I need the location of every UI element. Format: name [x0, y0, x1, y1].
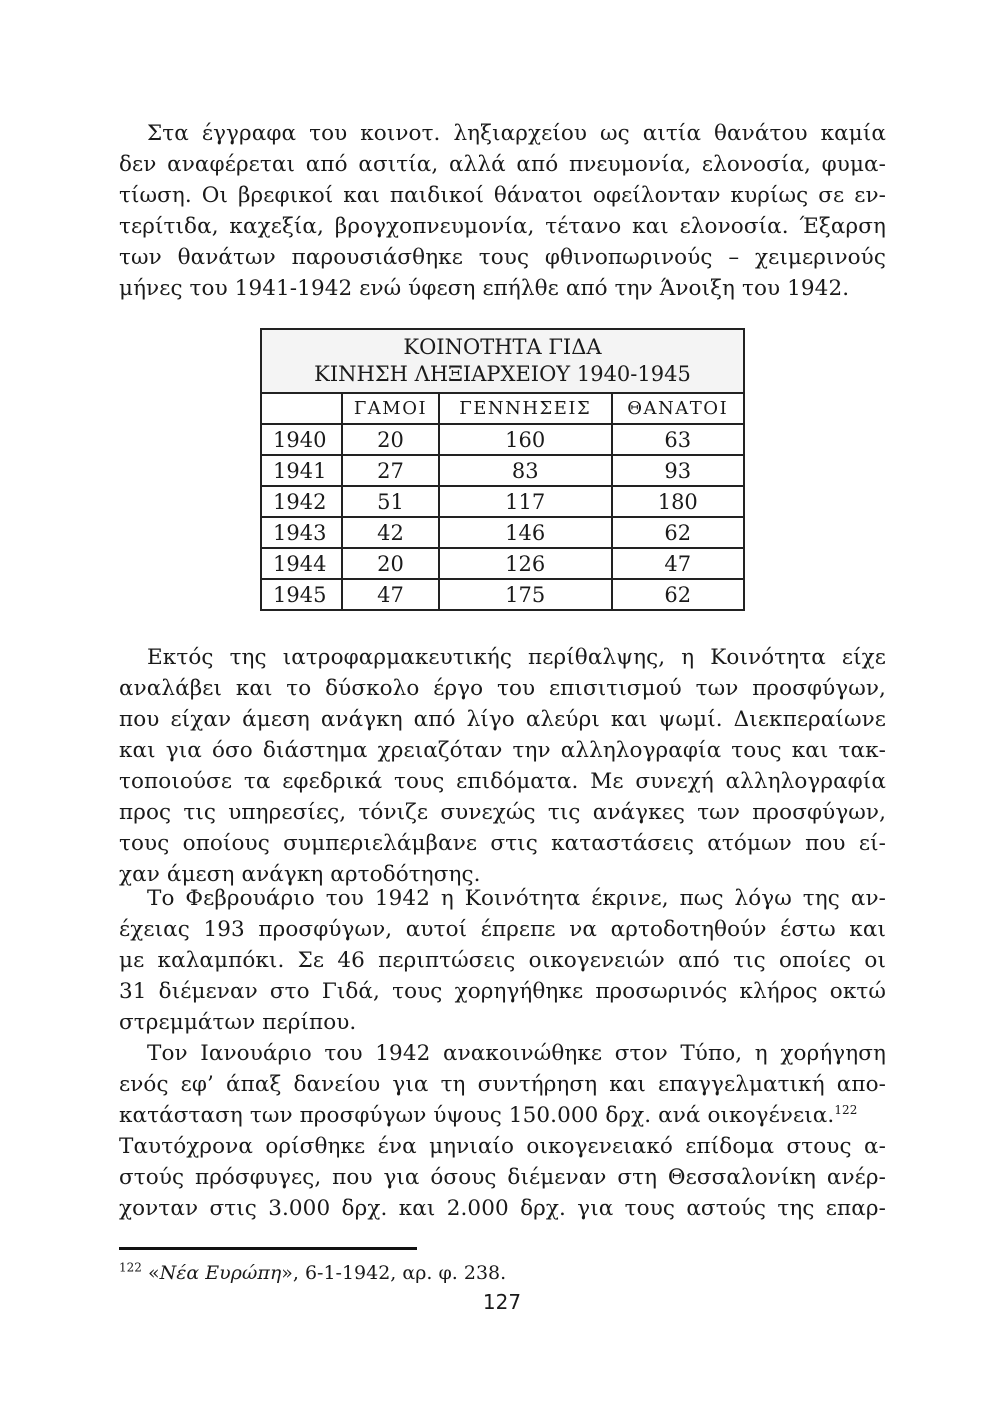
deaths-cell: 47: [612, 548, 745, 579]
text-line: αναλάβει και το δύσκολο έργο του επισιτισμού των προσφύγων,: [119, 676, 886, 701]
table-row: [261, 455, 744, 486]
text-line: χαν άμεση ανάγκη αρτοδότησης.: [119, 862, 481, 887]
paragraph-february-1942: [119, 883, 886, 1038]
text-line: 31 διέμεναν στο Γιδά, τους χορηγήθηκε προσωρινός κλήρος οκτώ: [119, 979, 886, 1004]
marriages-cell: 51: [342, 486, 439, 517]
table-row: [261, 548, 744, 579]
births-cell: 126: [439, 548, 612, 579]
header-cell-marriages: ΓΑΜΟΙ: [342, 393, 439, 424]
text-line: με καλαμπόκι. Σε 46 περιπτώσεις οικογενειών από τις οποίες οι: [119, 948, 886, 973]
table-row: [261, 486, 744, 517]
text-line: και για όσο διάστημα χρειαζόταν την αλληλογραφία τους και τακ-: [119, 738, 886, 763]
year-cell: 1945: [261, 579, 342, 610]
table-row: [261, 579, 744, 610]
paragraph-january-1942: [119, 1038, 886, 1224]
text-line: χονταν στις 3.000 δρχ. και 2.000 δρχ. για τους αστούς της επαρ-: [119, 1196, 886, 1221]
text-line: [119, 1100, 886, 1131]
text-line: Τον Ιανουάριο του 1942 ανακοινώθηκε στον Τύπο, η χορήγηση: [147, 1041, 886, 1066]
footnote-source-details: », 6-1-1942, αρ. φ. 238.: [281, 1262, 507, 1284]
year-cell: 1941: [261, 455, 342, 486]
marriages-cell: 20: [342, 424, 439, 455]
year-cell: 1944: [261, 548, 342, 579]
text-line: τερίτιδα, καχεξία, βρογχοπνευμονία, τέτανο και ελονοσία. Έξαρση: [119, 214, 886, 239]
header-cell-empty: [261, 393, 342, 424]
text-line: τους οποίους συμπεριελάμβανε στις καταστάσεις ατόμων που εί-: [119, 831, 886, 856]
footnote-number: 122: [119, 1260, 142, 1275]
page-number: 127: [482, 1290, 522, 1314]
paragraph-causes-of-death: [119, 118, 886, 304]
marriages-cell: 27: [342, 455, 439, 486]
births-cell: 83: [439, 455, 612, 486]
table-title-row: [261, 329, 744, 393]
header-cell-deaths: ΘΑΝΑΤΟΙ: [612, 393, 745, 424]
deaths-cell: 62: [612, 579, 745, 610]
registry-table: [260, 328, 745, 611]
header-cell-births: ΓΕΝΝΗΣΕΙΣ: [439, 393, 612, 424]
table-title: [261, 329, 744, 393]
text-line: έχειας 193 προσφύγων, αυτοί έπρεπε να αρτοδοτηθούν έστω και: [119, 917, 886, 942]
footnote-source-title: Νέα Ευρώπη: [159, 1262, 282, 1284]
text-line: μήνες του 1941-1942 ενώ ύφεση επήλθε από την Άνοιξη του 1942.: [119, 276, 850, 301]
text-line: στρεμμάτων περίπου.: [119, 1010, 357, 1035]
births-cell: 175: [439, 579, 612, 610]
text-line: Το Φεβρουάριο του 1942 η Κοινότητα έκρινε, πως λόγω της αν-: [147, 886, 886, 911]
marriages-cell: 42: [342, 517, 439, 548]
text-line: τοποιούσε τα εφεδρικά τους επιδόματα. Με συνεχή αλληλογραφία: [119, 769, 886, 794]
marriages-cell: 20: [342, 548, 439, 579]
text-line: ενός εφ’ άπαξ δανείου για τη συντήρηση και επαγγελματική απο-: [119, 1072, 886, 1097]
footnote-open-quote: «: [147, 1262, 160, 1284]
text-line: τίωση. Οι βρεφικοί και παιδικοί θάνατοι οφείλονταν κυρίως σε εν-: [119, 183, 886, 208]
table-row: [261, 424, 744, 455]
text-line: Στα έγγραφα του κοινοτ. ληξιαρχείου ως αιτία θανάτου καμία: [147, 121, 886, 146]
year-cell: 1942: [261, 486, 342, 517]
year-cell: 1940: [261, 424, 342, 455]
text-line-content: κατάσταση των προσφύγων ύψους 150.000 δρχ. ανά οικογένεια.: [119, 1103, 835, 1128]
table-title-line2: ΚΙΝΗΣΗ ΛΗΞΙΑΡΧΕΙΟΥ 1940-1945: [314, 362, 691, 386]
text-line: Ταυτόχρονα ορίσθηκε ένα μηνιαίο οικογενειακό επίδομα στους α-: [119, 1134, 886, 1159]
deaths-cell: 180: [612, 486, 745, 517]
paragraph-food-supply: [119, 642, 886, 890]
footnote-separator: [119, 1247, 417, 1250]
births-cell: 160: [439, 424, 612, 455]
table-row: [261, 517, 744, 548]
deaths-cell: 63: [612, 424, 745, 455]
table-header-row: [261, 393, 744, 424]
text-line: δεν αναφέρεται από ασιτία, αλλά από πνευμονία, ελονοσία, φυμα-: [119, 152, 886, 177]
text-line: προς τις υπηρεσίες, τόνιζε συνεχώς τις ανάγκες των προσφύγων,: [119, 800, 886, 825]
year-cell: 1943: [261, 517, 342, 548]
deaths-cell: 62: [612, 517, 745, 548]
footnote: [119, 1262, 506, 1284]
births-cell: 146: [439, 517, 612, 548]
deaths-cell: 93: [612, 455, 745, 486]
text-line: που είχαν άμεση ανάγκη από λίγο αλεύρι και ψωμί. Διεκπεραίωνε: [119, 707, 886, 732]
text-line: των θανάτων παρουσιάσθηκε τους φθινοπωρινούς – χειμερινούς: [119, 245, 886, 270]
footnote-reference: 122: [834, 1102, 858, 1117]
text-line: Εκτός της ιατροφαρμακευτικής περίθαλψης, η Κοινότητα είχε: [147, 645, 886, 670]
text-line: στούς πρόσφυγες, που για όσους διέμεναν στη Θεσσαλονίκη ανέρ-: [119, 1165, 886, 1190]
marriages-cell: 47: [342, 579, 439, 610]
births-cell: 117: [439, 486, 612, 517]
table-title-line1: ΚΟΙΝΟΤΗΤΑ ΓΙΔΑ: [403, 335, 602, 359]
